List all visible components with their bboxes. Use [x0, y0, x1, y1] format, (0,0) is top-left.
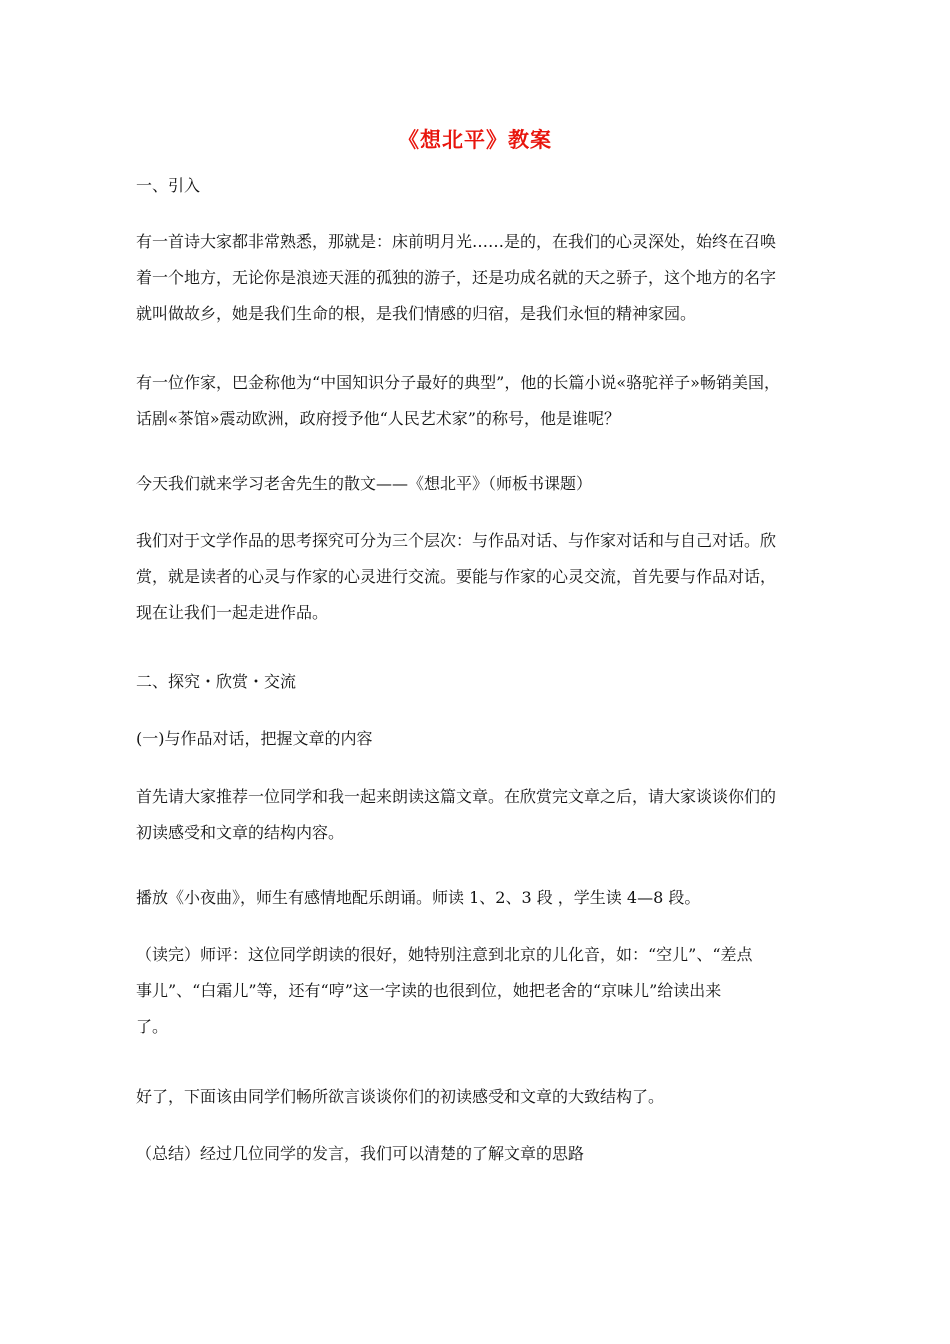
- paragraph-line: 就叫做故乡，她是我们生命的根，是我们情感的归宿，是我们永恒的精神家园。: [136, 304, 697, 323]
- paragraph-line: 着一个地方，无论你是浪迹天涯的孤独的游子，还是功成名就的天之骄子，这个地方的名字: [136, 268, 777, 287]
- paragraph-summary: [136, 1136, 816, 1172]
- paragraph-line: 话剧«茶馆»震动欧洲，政府授予他“人民艺术家”的称号，他是谁呢？: [136, 409, 620, 428]
- paragraph-line: 首先请大家推荐一位同学和我一起来朗读这篇文章。在欣赏完文章之后，请大家谈谈你们的: [136, 787, 777, 806]
- paragraph-line: 播放《小夜曲》，师生有感情地配乐朗诵。师读 1、2、3 段 ，学生读 4—8 段。: [136, 888, 701, 907]
- document-title: 《想北平》教案: [398, 128, 552, 152]
- paragraph-line: 现在让我们一起走进作品。: [136, 603, 329, 622]
- paragraph-line: 事儿”、“白霜儿”等，还有“哼”这一字读的也很到位，她把老舍的“京味儿”给读出来: [136, 981, 722, 1000]
- paragraph-line: 好了，下面该由同学们畅所欲言谈谈你们的初读感受和文章的大致结构了。: [136, 1087, 665, 1106]
- paragraph-author-question: [136, 365, 816, 437]
- paragraph-line: 我们对于文学作品的思考探究可分为三个层次：与作品对话、与作家对话和与自己对话。欣: [136, 531, 777, 550]
- paragraph-line: 有一位作家，巴金称他为“中国知识分子最好的典型”，他的长篇小说«骆驼祥子»畅销美国，: [136, 373, 780, 392]
- paragraph-line: （总结）经过几位同学的发言，我们可以清楚的了解文章的思路: [136, 1144, 585, 1163]
- paragraph-read-aloud: [136, 779, 816, 851]
- subsection-heading-dialogue: [136, 721, 816, 757]
- paragraph-line: (一)与作品对话，把握文章的内容: [136, 729, 373, 748]
- paragraph-line: 了。: [136, 1017, 169, 1036]
- paragraph-line: 有一首诗大家都非常熟悉，那就是：床前明月光……是的，在我们的心灵深处，始终在召唤: [136, 232, 777, 251]
- paragraph-lesson-topic: [136, 466, 816, 502]
- paragraph-teacher-comment: [136, 937, 816, 1045]
- paragraph-line: 二、探究・欣赏・交流: [136, 672, 297, 691]
- paragraph-line: 今天我们就来学习老舍先生的散文——《想北平》（师板书课题）: [136, 474, 593, 493]
- section-heading-explore: [136, 664, 816, 700]
- paragraph-music-recitation: [136, 880, 816, 916]
- paragraph-line: 赏，就是读者的心灵与作家的心灵进行交流。要能与作家的心灵交流，首先要与作品对话，: [136, 567, 777, 586]
- paragraph-line: （读完）师评：这位同学朗读的很好，她特别注意到北京的儿化音，如：“空儿”、“差点: [136, 945, 753, 964]
- paragraph-poem-hometown: [136, 224, 816, 332]
- paragraph-three-levels: [136, 523, 816, 631]
- paragraph-line: 初读感受和文章的结构内容。: [136, 823, 345, 842]
- paragraph-line: 一、引入: [136, 176, 201, 195]
- paragraph-share-impressions: [136, 1079, 816, 1115]
- section-heading-introduction: [136, 168, 816, 204]
